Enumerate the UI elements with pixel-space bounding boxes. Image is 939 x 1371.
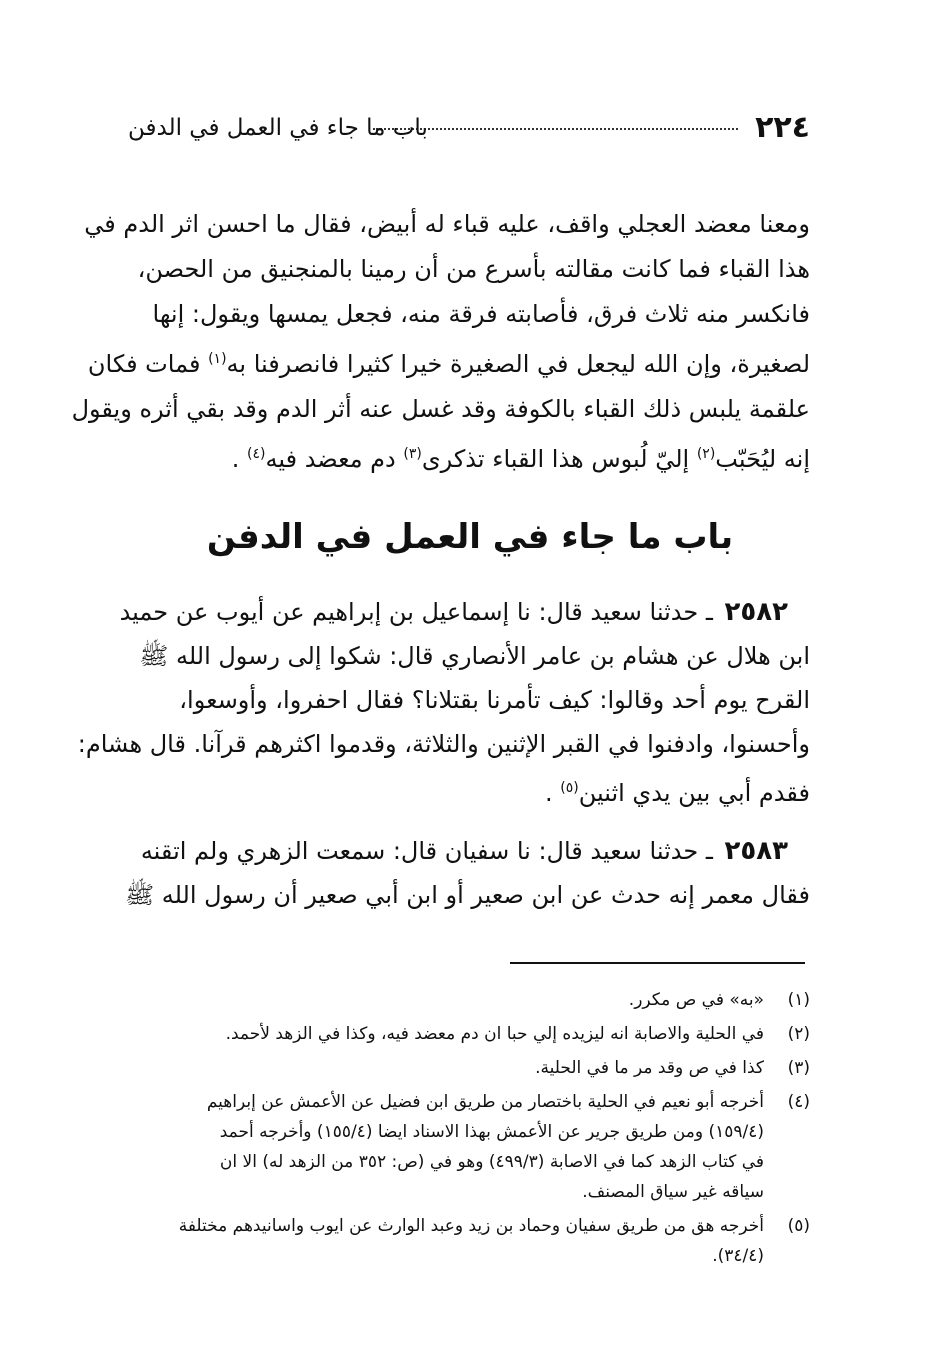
text-segment: فمات فكان (87, 350, 209, 378)
footnote-marker: (٢) (696, 446, 716, 462)
footnote-text (140, 1053, 764, 1083)
text-line: ومعنا معضد العجلي واقف، عليه قباء له أبيض، فقال ما احسن اثر الدم في (84, 210, 810, 238)
text-segment: فقدم أبي بين يدي اثنين (578, 779, 810, 807)
page-number: ٢٢٤ (755, 110, 810, 145)
footnote-number: (٢) (787, 1024, 810, 1044)
footnote-line: (١٥٩/٤) ومن طريق جرير عن الأعمش بهذا الاسناد ايضا (١٥٥/٤) وأخرجه أحمد (219, 1122, 764, 1142)
footnote-separator (510, 962, 805, 964)
text-segment: لصغيرة، وإن الله ليجعل في الصغيرة خيرا كثيرا فانصرفنا به (226, 350, 810, 378)
footnote-line: في كتاب الزهد كما في الاصابة (٤٩٩/٣) وهو في (ص: ٣٥٢ من الزهد له) الا ان (219, 1152, 764, 1172)
text-segment: دم معضد فيه (265, 445, 404, 473)
hadith-number: ٢٥٨٣ (724, 836, 788, 866)
text-segment: إليّ لُبوس هذا القباء تذكرى (421, 445, 697, 473)
text-segment: . (544, 779, 561, 807)
text-line (130, 432, 810, 482)
text-line: فانكسر منه ثلاث فرق، فأصابته فرقة منه، فجعل يمسها ويقول: إنها (152, 300, 810, 328)
footnote (140, 1053, 810, 1083)
text-line: القرح يوم أحد وقالوا: كيف تأمرنا بقتلانا؟ فقال احفروا، وأوسعوا، (179, 686, 810, 714)
text-line (87, 337, 810, 387)
text-segment: . (231, 445, 248, 473)
footnote-text (140, 1019, 764, 1049)
footnote-marker: (٣) (403, 446, 422, 462)
text-line (130, 766, 810, 815)
section-heading: باب ما جاء في العمل في الدفن (206, 517, 734, 557)
footnote-line: في الحلية والاصابة انه ليزيده إلي حبا ان دم معضد فيه، وكذا في الزهد لأحمد. (225, 1024, 764, 1044)
footnote-number: (١) (787, 990, 810, 1010)
footnote-text (140, 1211, 764, 1271)
footnote-number: (٥) (787, 1216, 810, 1236)
text-line: فقال معمر إنه حدث عن ابن صعير أو ابن أبي صعير أن رسول الله ﷺ (125, 881, 810, 909)
text-line (119, 590, 810, 634)
footnote-text (140, 985, 764, 1015)
footnote-line: (٣٤/٤). (712, 1246, 764, 1266)
footnote-line: أخرجه هق من طريق سفيان وحماد بن زيد وعبد الوارث عن ايوب واسانيدهم مختلفة (178, 1216, 764, 1236)
footnote-text (140, 1087, 764, 1207)
text-line: ابن هلال عن هشام بن عامر الأنصاري قال: شكوا إلى رسول الله ﷺ (139, 642, 810, 670)
footnote-marker: (٥) (560, 780, 579, 796)
text-segment: ـ حدثنا سعيد قال: نا إسماعيل بن إبراهيم عن أيوب عن حميد (119, 598, 713, 626)
text-segment: ـ حدثنا سعيد قال: نا سفيان قال: سمعت الزهري ولم اتقنه (140, 837, 713, 865)
text-line (130, 829, 810, 873)
text-line: وأحسنوا، وادفنوا في القبر الإثنين والثلاثة، وقدموا اكثرهم قرآنا. قال هشام: (77, 730, 810, 758)
hadith-number: ٢٥٨٢ (724, 597, 788, 627)
footnote-number: (٤) (787, 1092, 810, 1112)
footnote-marker: (١) (208, 351, 227, 367)
text-line: علقمة يلبس ذلك القباء بالكوفة وقد غسل عنه أثر الدم وقد بقي أثره ويقول (71, 395, 810, 423)
footnote-line: سياقه غير سياق المصنف. (582, 1182, 764, 1202)
paragraph-continuation (71, 202, 810, 482)
footnote (140, 1087, 810, 1207)
page-header (128, 108, 810, 148)
footnote-line: كذا في ص وقد مر ما في الحلية. (535, 1058, 764, 1078)
text-line: هذا القباء فما كانت مقالته بأسرع من أن رمينا بالمنجنيق من الحصن، (137, 255, 810, 283)
text-segment: إنه ليُحَبّب (715, 445, 810, 473)
footnotes (140, 985, 810, 1275)
footnote-line: أخرجه أبو نعيم في الحلية باختصار من طريق ابن فضيل عن الأعمش عن إبراهيم (206, 1092, 764, 1112)
hadith-2583 (125, 829, 810, 917)
footnote-line: «به» في ص مكرر. (628, 990, 764, 1010)
footnote (140, 1019, 810, 1049)
hadith-2582 (77, 590, 810, 815)
footnote-number: (٣) (787, 1058, 810, 1078)
footnote-marker: (٤) (247, 446, 266, 462)
footnote (140, 1211, 810, 1271)
footnote (140, 985, 810, 1015)
running-title: باب ما جاء في العمل في الدفن (128, 115, 428, 141)
